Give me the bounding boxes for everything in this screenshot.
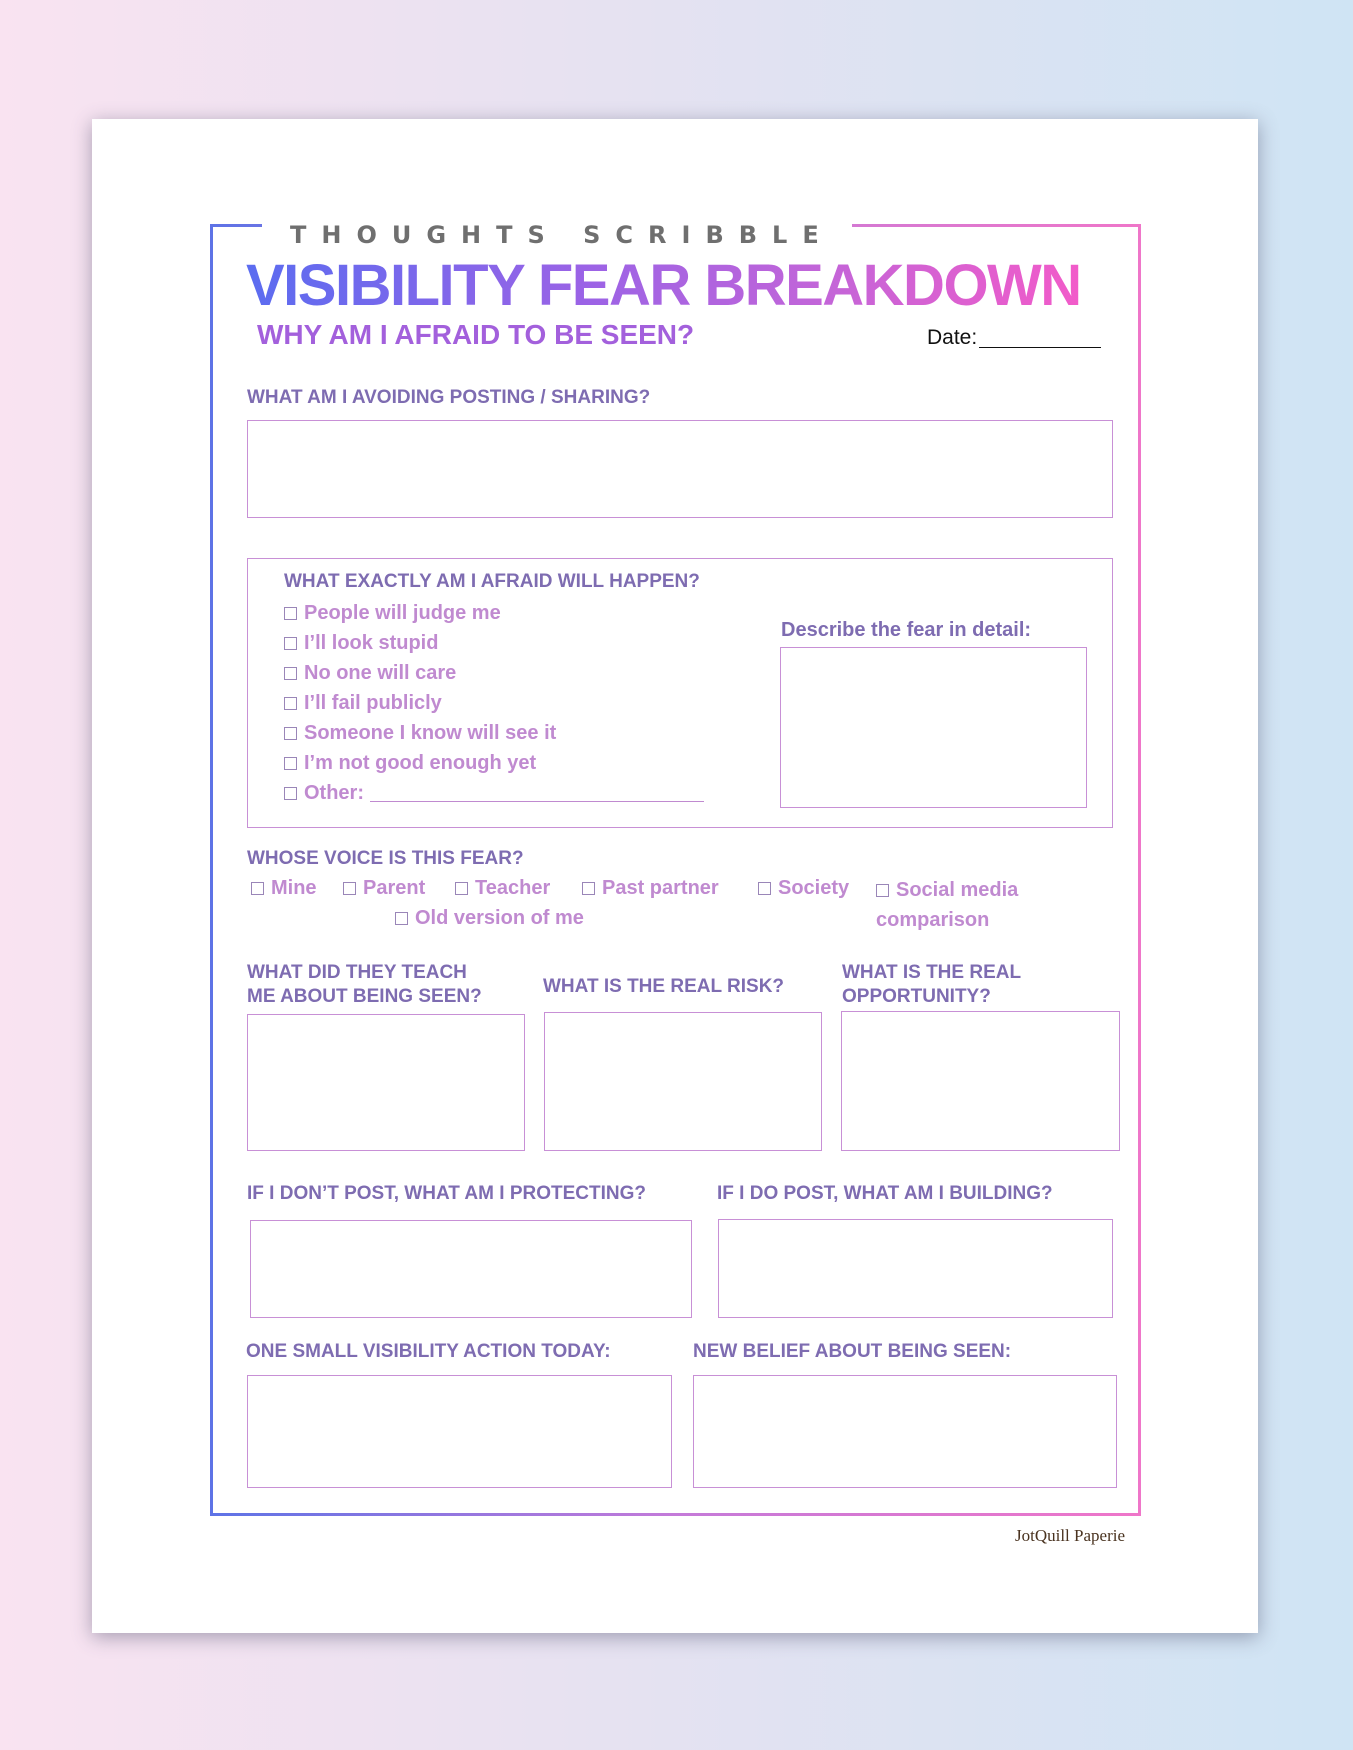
afraid-option-stupid[interactable]: I’ll look stupid (284, 630, 438, 656)
avoiding-box[interactable] (247, 420, 1113, 518)
checkbox[interactable] (284, 697, 297, 710)
checkbox[interactable] (343, 882, 356, 895)
afraid-option-someone[interactable]: Someone I know will see it (284, 720, 556, 746)
risk-box[interactable] (544, 1012, 822, 1151)
checkbox[interactable] (582, 882, 595, 895)
voice-label: WHOSE VOICE IS THIS FEAR? (247, 848, 524, 869)
afraid-option-fail[interactable]: I’ll fail publicly (284, 690, 442, 716)
voice-option-old-version[interactable]: Old version of me (395, 905, 584, 931)
afraid-option-other[interactable]: Other: (284, 780, 704, 806)
checkbox[interactable] (284, 607, 297, 620)
describe-fear-label: Describe the fear in detail: (781, 619, 1032, 641)
checkbox[interactable] (758, 882, 771, 895)
voice-option-mine[interactable]: Mine (251, 875, 317, 901)
action-box[interactable] (247, 1375, 672, 1488)
checkbox[interactable] (284, 667, 297, 680)
afraid-label: WHAT EXACTLY AM I AFRAID WILL HAPPEN? (284, 571, 700, 592)
protecting-label: IF I DON’T POST, WHAT AM I PROTECTING? (247, 1183, 646, 1204)
checkbox[interactable] (455, 882, 468, 895)
brand-name: THOUGHTS SCRIBBLE (290, 221, 834, 249)
page-title: VISIBILITY FEAR BREAKDOWN (246, 251, 1081, 321)
checkbox[interactable] (284, 727, 297, 740)
opportunity-label: WHAT IS THE REAL OPPORTUNITY? (842, 962, 1022, 1007)
afraid-option-not-good[interactable]: I’m not good enough yet (284, 750, 536, 776)
checkbox[interactable] (284, 757, 297, 770)
protecting-box[interactable] (250, 1220, 692, 1318)
date-label: Date: (927, 326, 978, 349)
belief-label: NEW BELIEF ABOUT BEING SEEN: (693, 1341, 1012, 1362)
date-field[interactable] (927, 326, 1101, 350)
describe-fear-box[interactable] (780, 647, 1087, 808)
building-box[interactable] (718, 1219, 1113, 1318)
date-line[interactable] (979, 347, 1101, 348)
avoiding-label: WHAT AM I AVOIDING POSTING / SHARING? (247, 387, 651, 408)
afraid-option-judge[interactable]: People will judge me (284, 600, 501, 626)
belief-box[interactable] (693, 1375, 1117, 1488)
building-label: IF I DO POST, WHAT AM I BUILDING? (717, 1183, 1053, 1204)
risk-label: WHAT IS THE REAL RISK? (543, 976, 785, 997)
action-label: ONE SMALL VISIBILITY ACTION TODAY: (246, 1341, 611, 1362)
worksheet-page (92, 119, 1258, 1633)
afraid-option-no-care[interactable]: No one will care (284, 660, 456, 686)
checkbox[interactable] (284, 787, 297, 800)
voice-option-society[interactable]: Society (758, 875, 849, 901)
signature-logo: JotQuill Paperie (1015, 1526, 1126, 1545)
opportunity-box[interactable] (841, 1011, 1120, 1151)
checkbox[interactable] (876, 884, 889, 897)
voice-option-social-media[interactable]: Social media comparison (876, 879, 1019, 931)
taught-label: WHAT DID THEY TEACH ME ABOUT BEING SEEN? (247, 962, 482, 1007)
other-fill-line[interactable] (370, 801, 704, 802)
voice-option-parent[interactable]: Parent (343, 875, 425, 901)
page-subtitle: WHY AM I AFRAID TO BE SEEN? (257, 319, 695, 350)
taught-box[interactable] (247, 1014, 525, 1151)
checkbox[interactable] (251, 882, 264, 895)
voice-option-teacher[interactable]: Teacher (455, 875, 550, 901)
voice-option-past-partner[interactable]: Past partner (582, 875, 719, 901)
checkbox[interactable] (284, 637, 297, 650)
checkbox[interactable] (395, 912, 408, 925)
